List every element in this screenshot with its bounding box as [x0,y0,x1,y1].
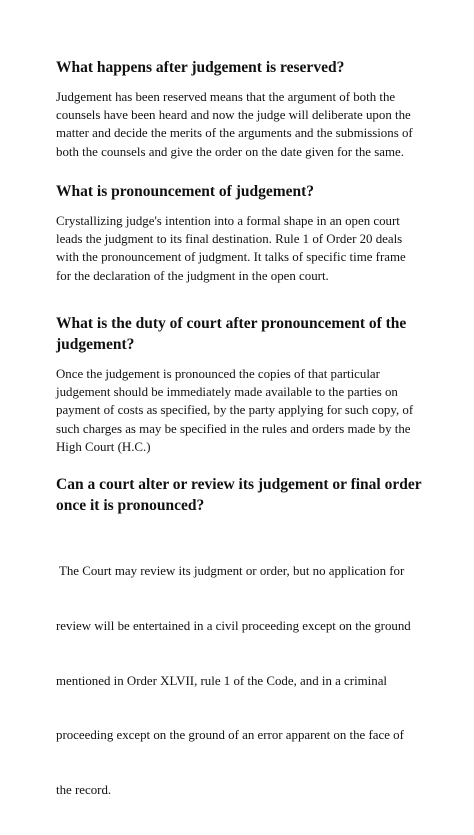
section-body [56,365,416,456]
section-body [56,88,416,161]
body-line: Crystallizing judge's intention into a formal shape in an open court [56,214,400,228]
heading-line: once it is pronounced? [56,497,205,514]
section-duty-of-court [56,313,416,456]
body-line: matter and decide the merits of the arguments and the submissions of [56,126,413,141]
body-line: High Court (H.C.) [56,439,151,454]
body-line: both the counsels and give the order on the date given for the same. [56,144,404,159]
body-line: review will be entertained in a civil proceeding except on the ground [56,619,411,634]
heading-line: What is the duty of court after pronouncement of the [56,315,407,332]
section-body [56,212,416,285]
section-pronouncement [56,181,416,285]
body-line: The Court may review its judgment or order, but no application for [56,564,405,579]
section-judgement-reserved [56,57,416,161]
body-line: mentioned in Order XLVII, rule 1 of the Code, and in a criminal [56,673,388,688]
section-body [56,526,416,835]
heading-line: What happens after judgement is reserved? [56,59,345,76]
body-line: Judgement has been reserved means that the argument of both the [56,90,396,104]
body-line: for the declaration of the judgment in the open court. [56,268,329,283]
body-line: such charges as may be specified in the rules and orders made by the [56,421,411,436]
section-alter-review [56,474,422,835]
body-line: judgement should be immediately made available to the parties on [56,385,398,400]
heading-line: What is pronouncement of judgement? [56,183,315,200]
heading-line: judgement? [56,336,135,353]
body-line: the record. [56,782,112,797]
section-heading [56,313,416,355]
section-heading [56,474,422,516]
body-line: counsels have been heard and now the judge will deliberate upon the [56,108,411,123]
body-line: Once the judgement is pronounced the copies of that particular [56,367,380,381]
section-heading [56,181,416,202]
heading-line: Can a court alter or review its judgement or final order [56,476,422,493]
section-heading [56,57,416,78]
body-line: leads the judgment to its final destination. Rule 1 of Order 20 deals [56,232,403,247]
body-line: proceeding except on the ground of an error apparent on the face of [56,728,404,743]
body-line: payment of costs as specified, by the party applying for such copy, of [56,403,414,418]
body-line: with the pronouncement of judgment. It talks of specific time frame [56,250,406,265]
